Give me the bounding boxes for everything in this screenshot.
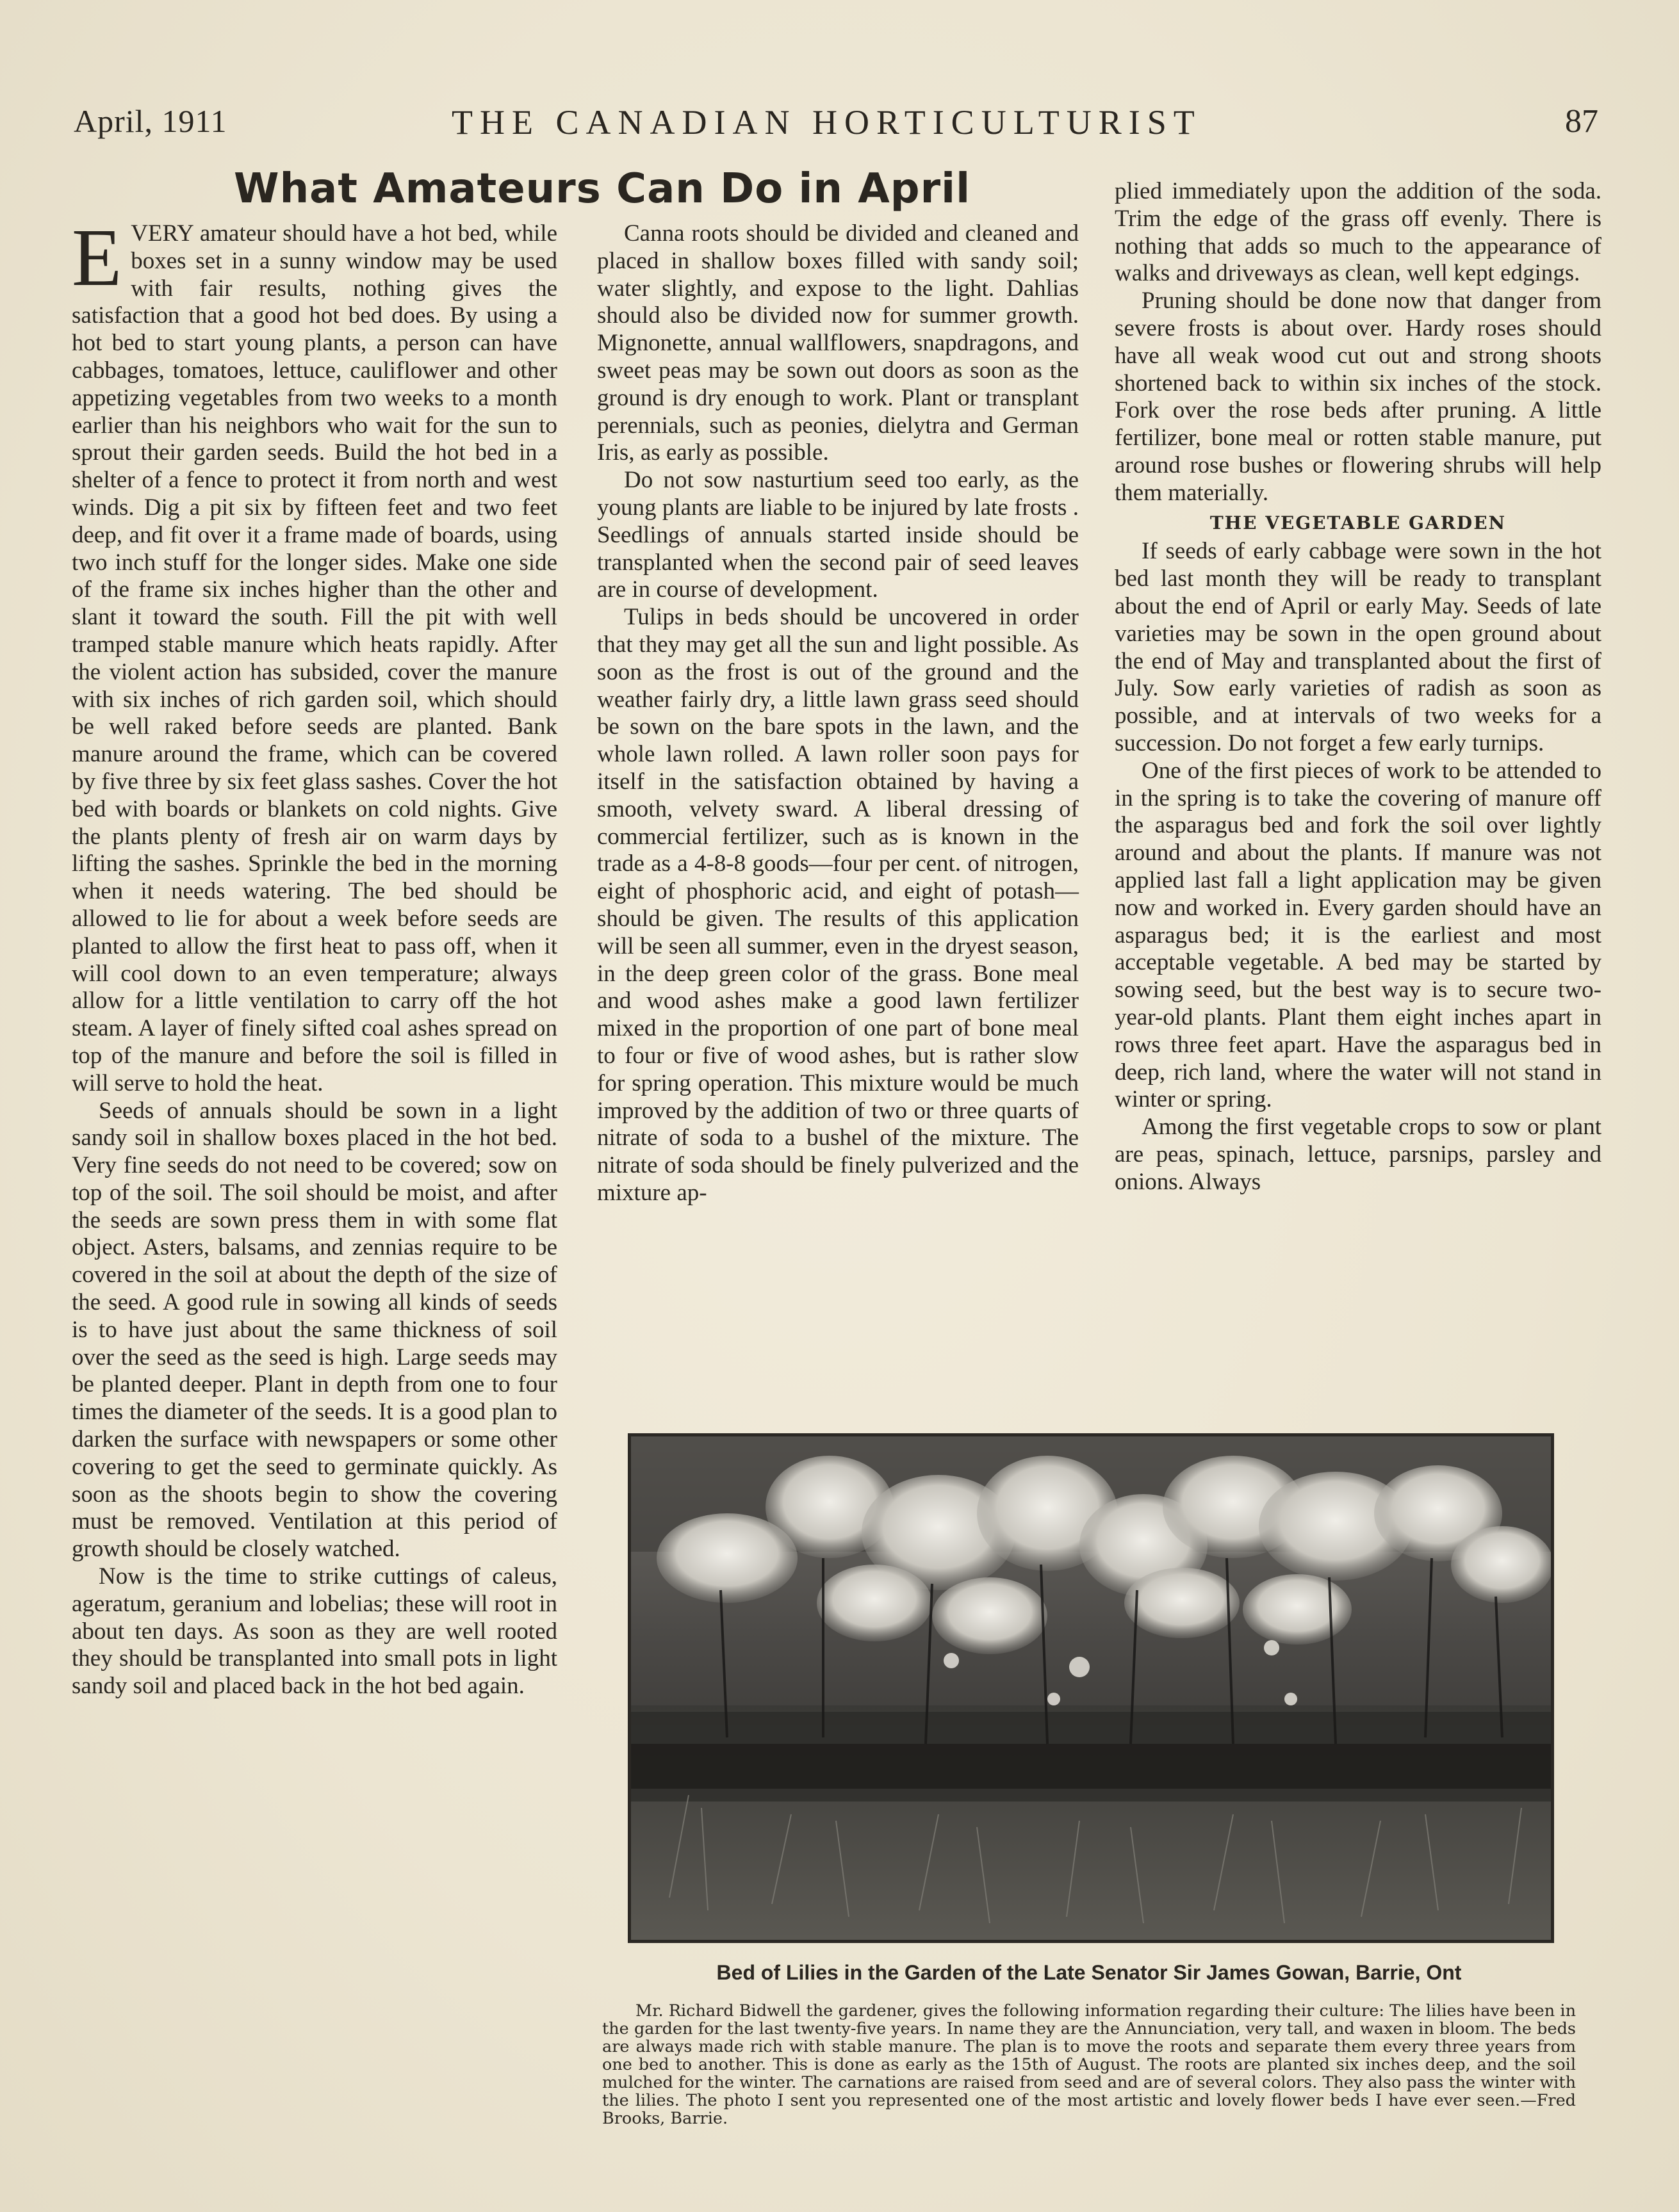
paragraph: Canna roots should be divided and cleaned and placed in shallow boxes filled with sandy soil; water slightly, and expose to the light. Dahlias should also be divided now for summer growth. Mignonette, annual wallflowers, snapdragons, and sweet peas may be sown out doors as soon as the ground is dry enough to work. Plant or transplant perennials, such as peonies, dielytra and German Iris, as early as possible. <box>597 220 1079 466</box>
column-2 <box>597 220 1079 1207</box>
figure-caption: Bed of Lilies in the Garden of the Late Senator Sir James Gowan, Barrie, Ont <box>716 1961 1462 1984</box>
paragraph: Pruning should be done now that danger from severe frosts is about over. Hardy roses should have all weak wood cut out and strong shoots shortened back to within six inches of the stock. Fork over the rose beds after pruning. A little fertilizer, bone meal or rotten stable manure, put around rose bushes or flowering shrubs will help them materially. <box>1115 288 1601 506</box>
section-heading: THE VEGETABLE GARDEN <box>1209 512 1507 533</box>
paragraph: If seeds of early cabbage were sown in the hot bed last month they will be ready to transplant about the end of April or early May. Seeds of late varieties may be sown in the open ground about the end of May and transplanted about the first of July. Sow early varieties of radish as soon as possible, and at intervals of two weeks for a succession. Do not forget a few early turnips. <box>1115 538 1601 756</box>
column-1 <box>72 212 557 1700</box>
column-3 <box>1115 178 1601 1196</box>
lily-bed-photo <box>628 1433 1554 1943</box>
paragraph: Tulips in beds should be uncovered in order that they may get all the sun and light possible. As soon as the frost is out of the ground and the weather fairly dry, a little lawn grass seed should be sown on the bare spots in the lawn, and the whole lawn rolled. A lawn roller soon pays for itself in the satisfaction obtained by having a smooth, velvety sward. A liberal dressing of commercial fertilizer, such as is known in the trade as a 4-8-8 goods—four per cent. of nitrogen, eight of phosphoric acid, and eight of potash—should be given. The results of this application will be seen all summer, even in the dryest season, in the deep green color of the grass. Bone meal and wood ashes make a good lawn fertilizer mixed in the proportion of one part of bone meal to four or five of wood ashes, but is rather slow for spring operation. This mixture would be much improved by the addition of two or three quarts of nitrate of soda to a bushel of the mixture. The nitrate of soda should be finely pulverized and the mixture ap- <box>597 604 1079 1206</box>
issue-date: April, 1911 <box>74 103 227 139</box>
journal-title: THE CANADIAN HORTICULTURIST <box>452 103 1202 142</box>
paragraph <box>72 212 557 1098</box>
paragraph: Now is the time to strike cuttings of caleus, ageratum, geranium and lobelias; these will root in about ten days. As soon as they are well rooted they should be transplanted into small pots in light sandy soil and placed back in the hot bed again. <box>72 1563 557 1700</box>
drop-cap: E <box>72 212 122 303</box>
paragraph: Among the first vegetable crops to sow or plant are peas, spinach, lettuce, parsnips, parsley and onions. Always <box>1115 1114 1601 1195</box>
paragraph: One of the first pieces of work to be attended to in the spring is to take the covering of manure off the asparagus bed and fork the soil over lightly around and about the plants. If manure was not applied last fall a light application may be given now and worked in. Every garden should have an asparagus bed; it is the earliest and most acceptable vegetable. A bed may be started by sowing seed, but the best way is to secure two-year-old plants. Plant them eight inches apart in rows three feet apart. Have the asparagus bed in deep, rich land, where the water will not stand in winter or spring. <box>1115 757 1601 1113</box>
figure-note <box>602 2002 1576 2127</box>
article-title: What Amateurs Can Do in April <box>233 165 971 213</box>
note-text: Mr. Richard Bidwell the gardener, gives the following information regarding their culture: The lilies have been in the garden for the last twenty-five years. In name they are the Annunciation, very tall, and waxen in bloom. The beds are always made rich with stable manure. The plan is to move the roots and separate them every three years from one bed to another. This is done as early as the 15th of August. The roots are planted six inches deep, and the soil mulched for the winter. The carnations are raised from seed and are of several colors. They also pass the winter with the lilies. The photo I sent you represented one of the most artistic and lovely flower beds I have ever seen.—Fred Brooks, Barrie. <box>602 2001 1576 2128</box>
running-head <box>74 102 1598 154</box>
paragraph-text: VERY amateur should have a hot bed, while boxes set in a sunny window may be used with fair results, nothing gives the satisfaction that a good hot bed does. By using a hot bed to start young plants, a person can have cabbages, tomatoes, lettuce, cauliflower and other appetizing vegetables from two weeks to a month earlier than his neighbors who wait for the sun to sprout their garden seeds. Build the hot bed in a shelter of a fence to protect it from north and west winds. Dig a pit six by fifteen feet and two feet deep, and fit over it a frame made of boards, using two inch stuff for the longer sides. Make one side of the frame six inches higher than the other and slant it toward the south. Fill the pit with well tramped stable manure which heats rapidly. After the violent action has subsided, cover the manure with six inches of rich garden soil, which should be well raked before seeds are planted. Bank manure around the frame, which can be covered by five three by six feet glass sashes. Cover the hot bed with boards or blankets on cold nights. Give the plants plenty of fresh air on warm days by lifting the sashes. Sprinkle the bed in the morning when it needs watering. The bed should be allowed to lie for about a week before seeds are planted to allow the first heat to pass off, when it will cool down to an even temperature; always allow for a little ventilation to carry off the hot steam. A layer of finely sifted coal ashes spread on top of the manure and before the soil is filled in will serve to hold the heat. <box>72 220 557 1096</box>
paragraph: Do not sow nasturtium seed too early, as the young plants are liable to be injured by late frosts . Seedlings of annuals started inside should be transplanted when the second pair of seed leaves are in course of development. <box>597 467 1079 603</box>
paragraph: Seeds of annuals should be sown in a light sandy soil in shallow boxes placed in the hot bed. Very fine seeds do not need to be covered; sow on top of the soil. The soil should be moist, and after the seeds are sown press them in with some flat object. Asters, balsams, and zennias require to be covered in the soil at about the depth of the size of the seed. A good rule in sowing all kinds of seeds is to have just about the same thickness of soil over the seed as the seed is high. Large seeds may be planted deeper. Plant in depth from one to four times the diameter of the seeds. It is a good plan to darken the surface with newspapers or some other covering to get the seed to germinate quickly. As soon as the shoots begin to show the covering must be removed. Ventilation at this period of growth should be closely watched. <box>72 1097 557 1563</box>
paragraph: plied immediately upon the addition of the soda. Trim the edge of the grass off evenly. There is nothing that adds so much to the appearance of walks and driveways as clean, well kept edgings. <box>1115 178 1601 287</box>
page-number: 87 <box>1565 103 1598 140</box>
